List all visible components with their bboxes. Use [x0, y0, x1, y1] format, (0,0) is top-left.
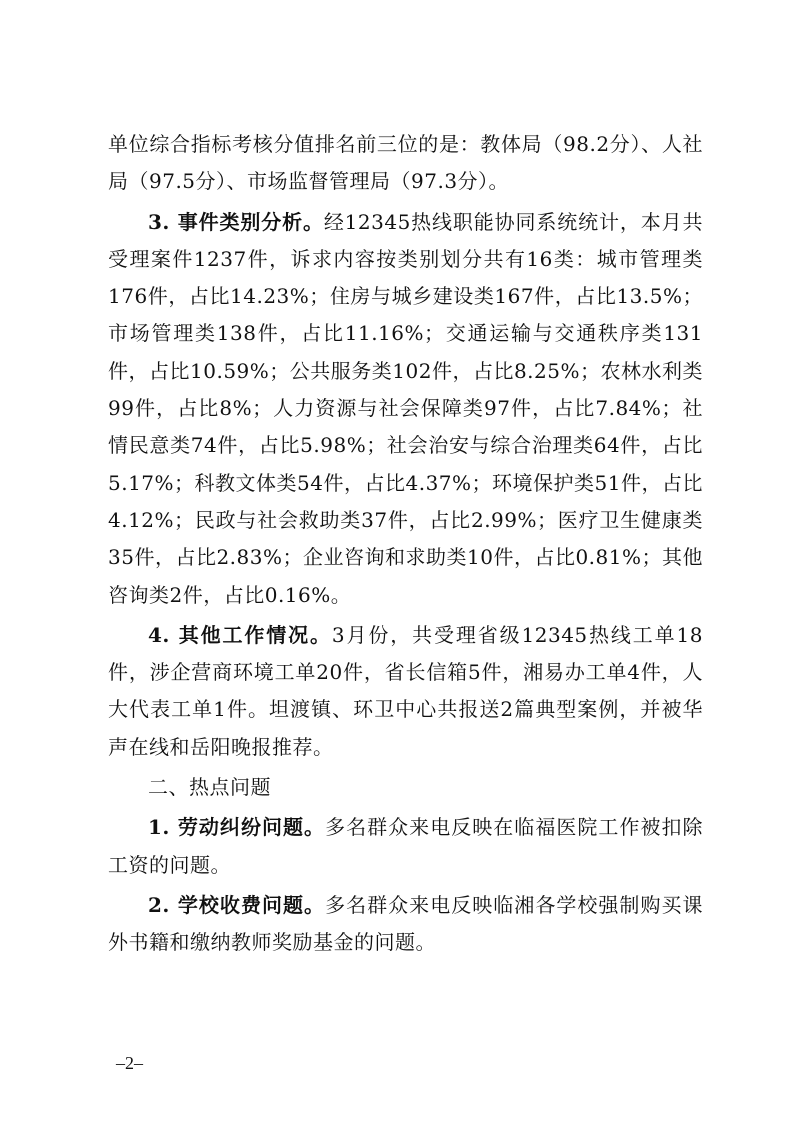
paragraph-event-category	[108, 204, 703, 614]
paragraph-school-fees	[108, 887, 703, 962]
heading-school-fees: 2. 学校收费问题。	[148, 892, 326, 917]
section-title-hot-issues: 二、热点问题	[148, 775, 271, 800]
paragraph-other-work-text: 3月份，共受理省级12345热线工单18件，涉企营商环境工单20件，省长信箱5件，湘易办工单4件，人大代表工单1件。坦渡镇、环卫中心共报送2篇典型案例，并被华声在线和岳阳晚报推荐。	[108, 622, 704, 759]
paragraph-other-work	[108, 617, 703, 766]
paragraph-ranking-text: 单位综合指标考核分值排名前三位的是：教体局（98.2分）、人社局（97.5分）、市场监督管理局（97.3分）。	[108, 132, 703, 194]
heading-other-work: 4. 其他工作情况。	[148, 622, 332, 647]
paragraph-ranking	[108, 126, 703, 201]
document-page	[108, 126, 703, 962]
paragraph-labor-dispute-text: 多名群众来电反映在临福医院工作被扣除工资的问题。	[108, 815, 704, 877]
heading-labor-dispute: 1. 劳动纠纷问题。	[148, 815, 326, 840]
heading-event-category: 3. 事件类别分析。	[148, 209, 324, 234]
paragraph-school-fees-text: 多名群众来电反映临湘各学校强制购买课外书籍和缴纳教师奖励基金的问题。	[108, 892, 704, 955]
paragraph-event-category-text: 经12345热线职能协同系统统计，本月共受理案件1237件，诉求内容按类别划分共有16类：城市管理类176件，占比14.23%；住房与城乡建设类167件，占比13.5%；市场管理类138件，占比11.16%；交通运输与交通秩序类131件，占比10.59%；公共服务类102件，占比8.25%；农林水利类99件，占比8%；人力资源与社会保障类97件，占比7.84%；社情民意类74件，占比5.98%；社会治安与综合治理类64件，占比5.17%；科教文体类54件，占比4.37%；环境保护类51件，占比4.12%；民政与社会救助类37件，占比2.99%；医疗卫生健康类35件，占比2.83%；企业咨询和求助类10件，占比0.81%；其他咨询类2件，占比0.16%。	[108, 209, 703, 607]
page-number: –2–	[116, 1053, 143, 1073]
paragraph-labor-dispute	[108, 809, 703, 884]
